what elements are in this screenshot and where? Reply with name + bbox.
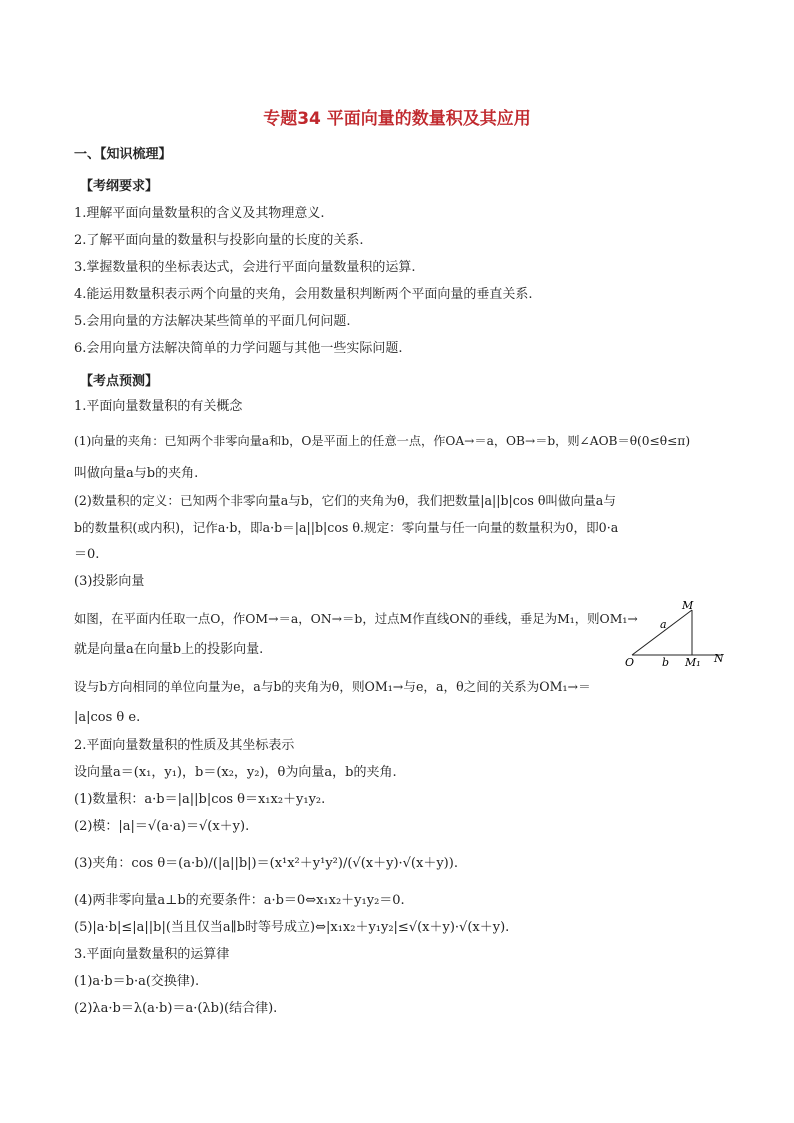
- text-line: (2)数量积的定义：已知两个非零向量a与b，它们的夹角为θ，我们把数量|a||b|cos θ叫做向量a与: [74, 493, 616, 508]
- heading-kaogang: 【考纲要求】: [80, 179, 159, 194]
- kaogang-item-2: 2.了解平面向量的数量积与投影向量的长度的关系.: [74, 233, 364, 248]
- line-OM: [632, 610, 692, 655]
- text-line: (2)模：|a|＝√(a·a)＝√(x＋y).: [74, 819, 250, 834]
- text-line: (3)投影向量: [74, 574, 145, 589]
- section-heading-knowledge: 一、【知识梳理】: [74, 147, 172, 162]
- text-line: 就是向量a在向量b上的投影向量.: [74, 642, 264, 657]
- label-M: M: [682, 599, 694, 612]
- text-line: |a|cos θ e.: [74, 710, 141, 725]
- kaogang-item-3: 3.掌握数量积的坐标表达式，会进行平面向量数量积的运算.: [74, 260, 416, 275]
- text-line: (3)夹角：cos θ＝(a·b)/(|a||b|)＝(x¹x²＋y¹y²)/(√(x＋y)·√(x＋y)).: [74, 856, 458, 871]
- projection-figure: [622, 598, 730, 670]
- label-N: N: [714, 652, 724, 665]
- label-O: O: [625, 656, 635, 669]
- text-line: (4)两非零向量a⊥b的充要条件：a·b＝0⇔x₁x₂＋y₁y₂＝0.: [74, 893, 405, 908]
- text-line: ＝0.: [74, 547, 100, 562]
- text-line: 1.平面向量数量积的有关概念: [74, 399, 243, 414]
- text-line: (2)λa·b＝λ(a·b)＝a·(λb)(结合律).: [74, 1001, 278, 1016]
- label-M1: M₁: [685, 656, 701, 669]
- text-line: (1)向量的夹角：已知两个非零向量a和b，O是平面上的任意一点，作OA→＝a，OB→＝b，则∠AOB＝θ(0≤θ≤π): [74, 434, 691, 448]
- text-line: (5)|a·b|≤|a||b|(当且仅当a∥b时等号成立)⇔|x₁x₂＋y₁y₂|≤√(x＋y)·√(x＋y).: [74, 920, 510, 935]
- text-line: 叫做向量a与b的夹角.: [74, 466, 199, 481]
- label-b: b: [662, 656, 670, 669]
- label-a: a: [660, 618, 667, 631]
- text-line: 3.平面向量数量积的运算律: [74, 947, 230, 962]
- text-line: b的数量积(或内积)，记作a·b，即a·b＝|a||b|cos θ.规定：零向量与任一向量的数量积为0，即0·a: [74, 520, 619, 535]
- text-line: 设与b方向相同的单位向量为e，a与b的夹角为θ，则OM₁→与e，a，θ之间的关系为OM₁→＝: [74, 679, 591, 694]
- kaogang-item-4: 4.能运用数量积表示两个向量的夹角，会用数量积判断两个平面向量的垂直关系.: [74, 287, 533, 302]
- text-line: (1)数量积：a·b＝|a||b|cos θ＝x₁x₂＋y₁y₂.: [74, 792, 326, 807]
- kaogang-item-6: 6.会用向量方法解决简单的力学问题与其他一些实际问题.: [74, 341, 403, 356]
- text-line: 2.平面向量数量积的性质及其坐标表示: [74, 738, 295, 753]
- kaogang-item-5: 5.会用向量的方法解决某些简单的平面几何问题.: [74, 314, 351, 329]
- kaogang-item-1: 1.理解平面向量数量积的含义及其物理意义.: [74, 206, 325, 221]
- page-title: 专题34 平面向量的数量积及其应用: [263, 109, 531, 129]
- text-line: (1)a·b＝b·a(交换律).: [74, 974, 200, 989]
- text-line: 如图，在平面内任取一点O，作OM→＝a，ON→＝b，过点M作直线ON的垂线，垂足为M₁，则OM₁→: [74, 611, 638, 626]
- heading-kaodian: 【考点预测】: [80, 374, 159, 389]
- text-line: 设向量a＝(x₁，y₁)，b＝(x₂，y₂)，θ为向量a，b的夹角.: [74, 765, 397, 780]
